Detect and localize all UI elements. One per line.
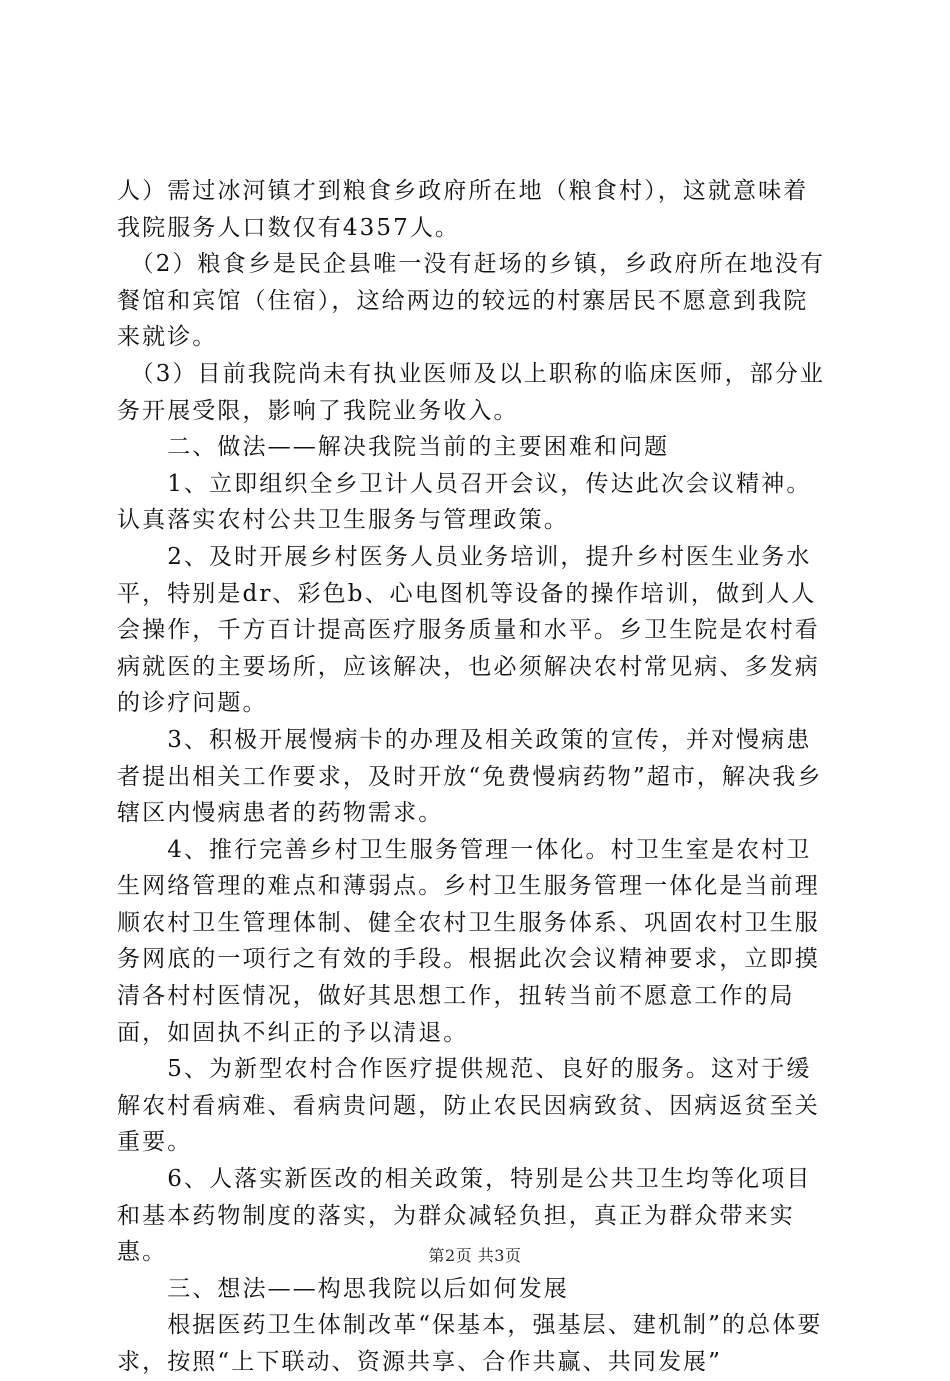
paragraph-item-1: 1、立即组织全乡卫计人员召开会议，传达此次会议精神。认真落实农村公共卫生服务与管理政策。 [117, 470, 812, 534]
paragraph-2: （2）粮食乡是民企县唯一没有赶场的乡镇，乡政府所在地没有餐馆和宾馆（住宿），这给两边的较远的村寨居民不愿意到我院来就诊。 [117, 251, 826, 351]
body-text [117, 173, 833, 1381]
section-heading-2: 二、做法——解决我院当前的主要困难和问题 [117, 434, 670, 461]
paragraph-item-2: 2、及时开展乡村医务人员业务培训，提升乡村医生业务水平，特别是dr、彩色b、心电图机等设备的操作培训，做到人人会操作，千方百计提高医疗服务质量和水平。乡卫生院是农村看病就医的主要场所，应该解决，也必须解决农村常见病、多发病的诊疗问题。 [117, 543, 820, 717]
paragraph-final: 根据医药卫生体制改革“保基本，强基层、建机制”的总体要求，按照“上下联动、资源共享、合作共赢、共同发展” [117, 1312, 823, 1375]
section-heading-3: 三、想法——构思我院以后如何发展 [117, 1275, 569, 1302]
page-number-footer: 第2页 共3页 [428, 1246, 522, 1265]
paragraph-item-6: 6、人落实新医改的相关政策，特别是公共卫生均等化项目和基本药物制度的落实，为群众减轻负担，真正为群众带来实惠。 [117, 1166, 812, 1266]
paragraph-item-3: 3、积极开展慢病卡的办理及相关政策的宣传，并对慢病患者提出相关工作要求，及时开放“免费慢病药物”超市，解决我乡辖区内慢病患者的药物需求。 [117, 726, 823, 827]
paragraph-1: 人）需过冰河镇才到粮食乡政府所在地（粮食村），这就意味着我院服务人口数仅有4357人。 [117, 178, 809, 241]
paragraph-item-4: 4、推行完善乡村卫生服务管理一体化。村卫生室是农村卫生网络管理的难点和薄弱点。乡村卫生服务管理一体化是当前理顺农村卫生管理体制、健全农村卫生服务体系、巩固农村卫生服务网底的一项行之有效的手段。根据此次会议精神要求，立即摸清各村村医情况，做好其思想工作，扭转当前不愿意工作的局面，如固执不纠正的予以清退。 [117, 836, 820, 1046]
paragraph-item-5: 5、为新型农村合作医疗提供规范、良好的服务。这对于缓解农村看病难、看病贵问题，防止农民因病致贫、因病返贫至关重要。 [117, 1056, 820, 1156]
paragraph-3: （3）目前我院尚未有执业医师及以上职称的临床医师，部分业务开展受限，影响了我院业务收入。 [117, 360, 826, 424]
